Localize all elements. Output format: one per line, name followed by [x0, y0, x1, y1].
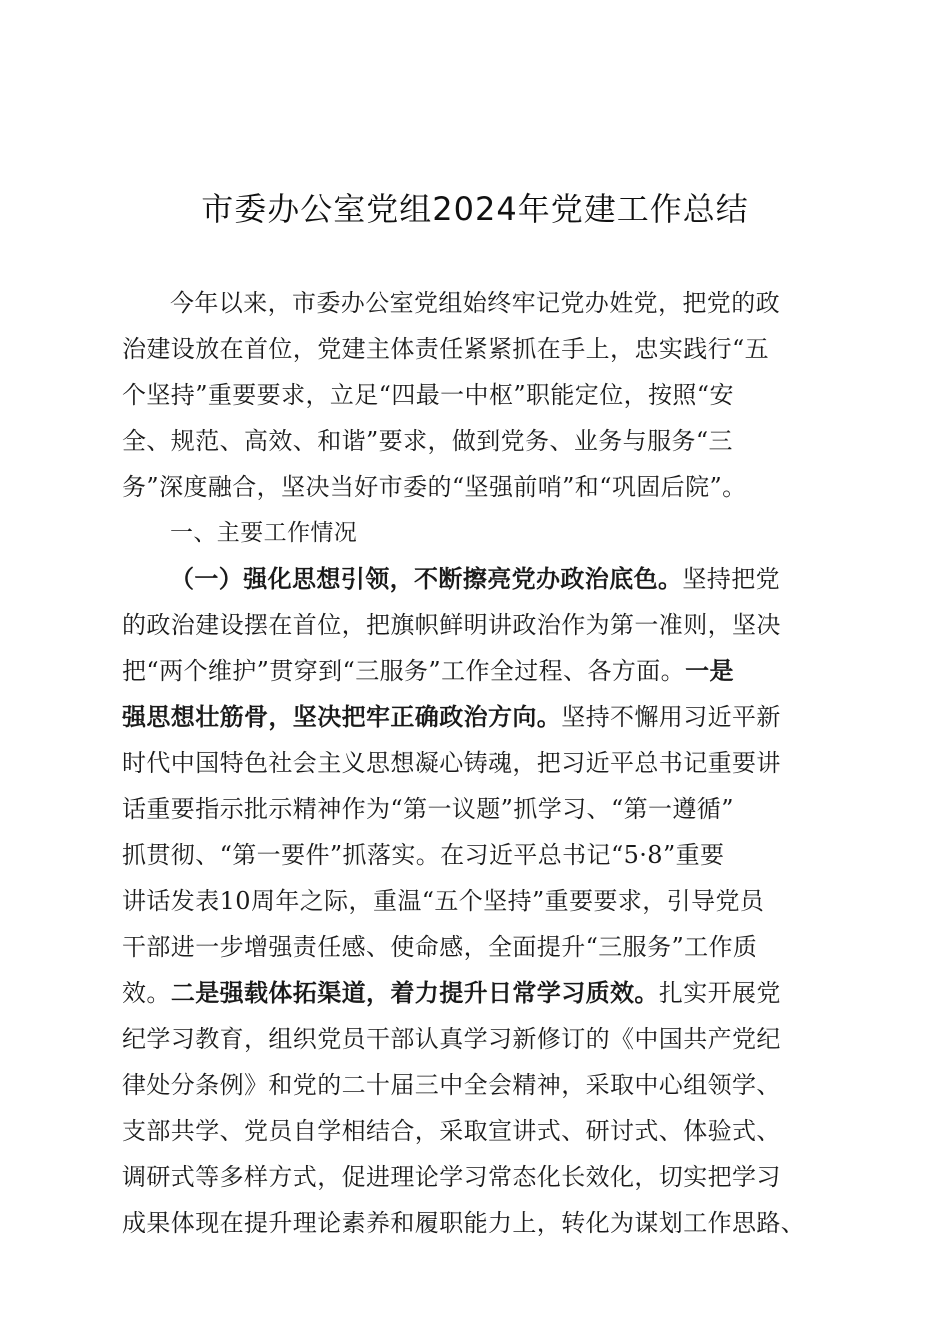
paragraph-line: 律处分条例》和党的二十届三中全会精神，采取中心组领学、: [122, 1071, 781, 1099]
paragraph-text: 坚持不懈用习近平新: [561, 703, 781, 731]
point-heading: 一是: [685, 657, 734, 685]
paragraph-line: 时代中国特色社会主义思想凝心铸魂，把习近平总书记重要讲: [122, 749, 781, 777]
paragraph-text: 把“两个维护”贯穿到“三服务”工作全过程、各方面。: [122, 657, 686, 685]
paragraph-line: 话重要指示批示精神作为“第一议题”抓学习、“第一遵循”: [122, 795, 734, 823]
paragraph-line: 成果体现在提升理论素养和履职能力上，转化为谋划工作思路、: [122, 1209, 806, 1237]
point-heading: 二是强载体拓渠道，着力提升日常学习质效。: [170, 979, 659, 1007]
paragraph-text: 扎实开展党: [658, 979, 781, 1007]
paragraph-text: 坚持把党: [682, 565, 781, 593]
paragraph-text: 效。: [122, 979, 171, 1007]
intro-line: 今年以来，市委办公室党组始终牢记党办姓党，把党的政: [170, 289, 780, 317]
point-heading: 强思想壮筋骨，坚决把牢正确政治方向。: [122, 703, 562, 731]
intro-line: 务”深度融合，坚决当好市委的“坚强前哨”和“巩固后院”。: [122, 473, 747, 501]
paragraph-line: 的政治建设摆在首位，把旗帜鲜明讲政治作为第一准则，坚决: [122, 611, 781, 639]
document-body: [122, 280, 828, 1246]
intro-line: 治建设放在首位，党建主体责任紧紧抓在手上，忠实践行“五: [122, 335, 770, 363]
paragraph-line: 干部进一步增强责任感、使命感，全面提升“三服务”工作质: [122, 933, 758, 961]
paragraph-line: [122, 556, 828, 602]
paragraph-line: [122, 970, 828, 1016]
paragraph-line: 调研式等多样方式，促进理论学习常态化长效化，切实把学习: [122, 1163, 781, 1191]
paragraph-line: 讲话发表10周年之际，重温“五个坚持”重要要求，引导党员: [122, 887, 765, 915]
section-heading: 一、主要工作情况: [170, 520, 358, 546]
paragraph-line: 支部共学、党员自学相结合，采取宣讲式、研讨式、体验式、: [122, 1117, 781, 1145]
subsection-heading: （一）强化思想引领，不断擦亮党办政治底色。: [170, 565, 683, 593]
intro-line: 个坚持”重要要求，立足“四最一中枢”职能定位，按照“安: [122, 381, 734, 409]
paragraph-line: 抓贯彻、“第一要件”抓落实。在习近平总书记“5·8”重要: [122, 841, 725, 869]
document-title: 市委办公室党组2024年党建工作总结: [201, 190, 749, 228]
paragraph-line: [122, 694, 828, 740]
paragraph-line: [122, 648, 828, 694]
paragraph-line: 纪学习教育，组织党员干部认真学习新修订的《中国共产党纪: [122, 1025, 781, 1053]
intro-line: 全、规范、高效、和谐”要求，做到党务、业务与服务“三: [122, 427, 733, 455]
